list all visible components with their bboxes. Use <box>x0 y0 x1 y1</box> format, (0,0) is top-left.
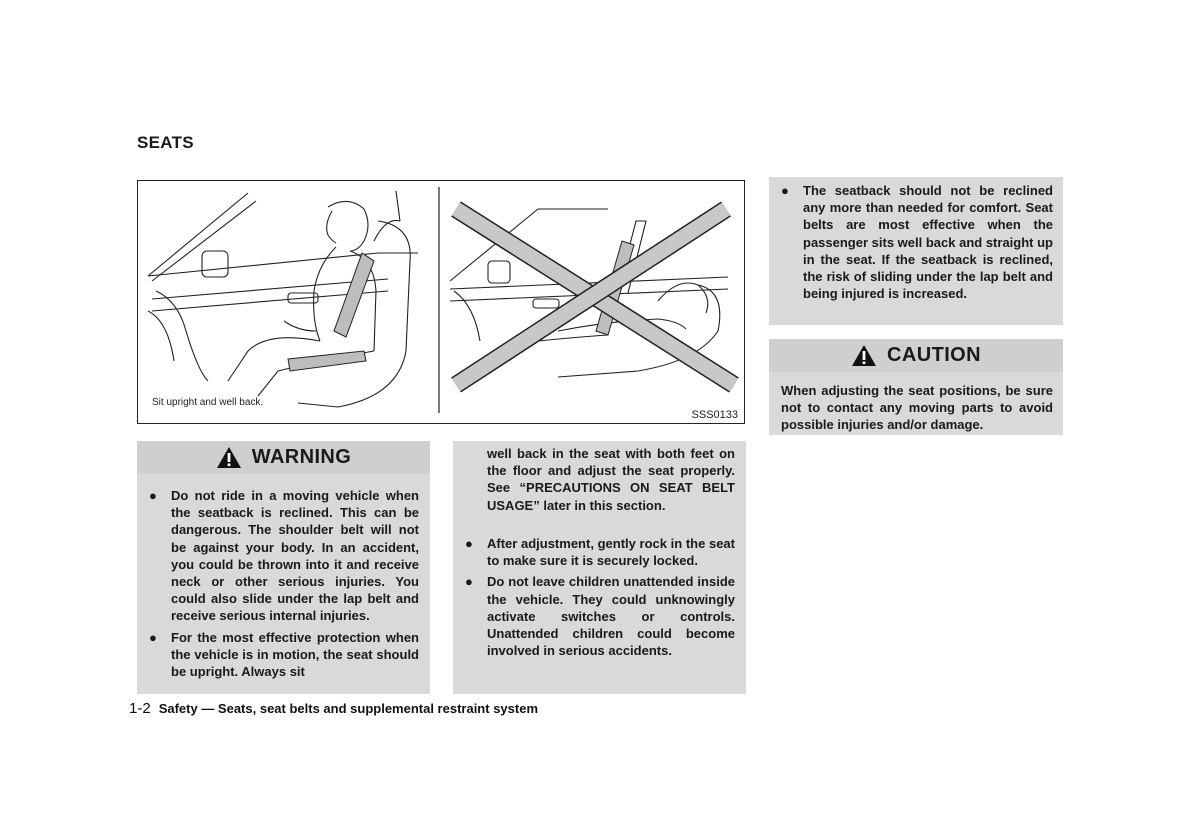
list-item <box>769 182 1053 302</box>
bullet-icon: ● <box>149 488 157 503</box>
section-title: SEATS <box>137 133 194 152</box>
warning-triangle-icon <box>851 344 877 367</box>
warning-label: WARNING <box>251 446 352 468</box>
warning-box-continued <box>453 441 746 694</box>
illustration-drawing <box>138 181 744 423</box>
caution-text: When adjusting the seat positions, be sure not to contact any moving parts to avoid possible injuries and/or damage. <box>781 383 1053 433</box>
seating-illustration <box>137 180 745 424</box>
bullet-icon: ● <box>465 536 473 551</box>
caution-label: CAUTION <box>887 344 981 366</box>
warning-item-text: After adjustment, gently rock in the seat to make sure it is securely locked. <box>487 536 735 569</box>
list-item <box>453 573 735 659</box>
caution-box <box>769 339 1063 435</box>
page-number: 1-2 <box>129 700 151 717</box>
seatback-note-list <box>769 182 1053 302</box>
bullet-icon: ● <box>149 629 157 645</box>
warning-list-col2 <box>453 535 735 659</box>
warning-box <box>137 441 430 694</box>
bullet-icon: ● <box>781 183 789 198</box>
figure-code: SSS0133 <box>691 409 738 421</box>
warning-item-text: For the most effective protection when the vehicle is in motion, the seat should be upright. Always sit <box>171 629 419 680</box>
warning-continuation-text: well back in the seat with both feet on the floor and adjust the seat properly. See “PRECAUTIONS ON SEAT BELT USAGE” later in this section. <box>487 446 735 513</box>
list-item <box>453 535 735 569</box>
footer-title: Safety — Seats, seat belts and supplemental restraint system <box>158 701 538 716</box>
warning-item-text: Do not ride in a moving vehicle when the seatback is reclined. This can be dangerous. The shoulder belt will not be against your body. In an accident, you could be thrown into it and receive neck or other serious injuries. You could also slide under the lap belt and receive serious internal injuries. <box>171 488 419 624</box>
warning-item-text: Do not leave children unattended inside the vehicle. They could unknowingly activate switches or controls. Unattended children could become involved in serious accidents. <box>487 574 735 659</box>
page-footer <box>129 700 538 717</box>
seatback-note-box <box>769 177 1063 325</box>
bullet-icon: ● <box>465 574 473 590</box>
caution-header <box>769 339 1063 372</box>
warning-header <box>137 441 430 474</box>
note-item-text: The seatback should not be reclined any more than needed for comfort. Seat belts are most effective when the passenger sits well back and straight up in the seat. If the seatback is reclined, the risk of sliding under the lap belt and being injured is increased. <box>803 183 1053 302</box>
list-item <box>137 629 419 681</box>
figure-caption: Sit upright and well back. <box>152 397 264 408</box>
warning-list-col1 <box>137 487 419 680</box>
list-item <box>137 487 419 625</box>
warning-triangle-icon <box>216 446 242 469</box>
